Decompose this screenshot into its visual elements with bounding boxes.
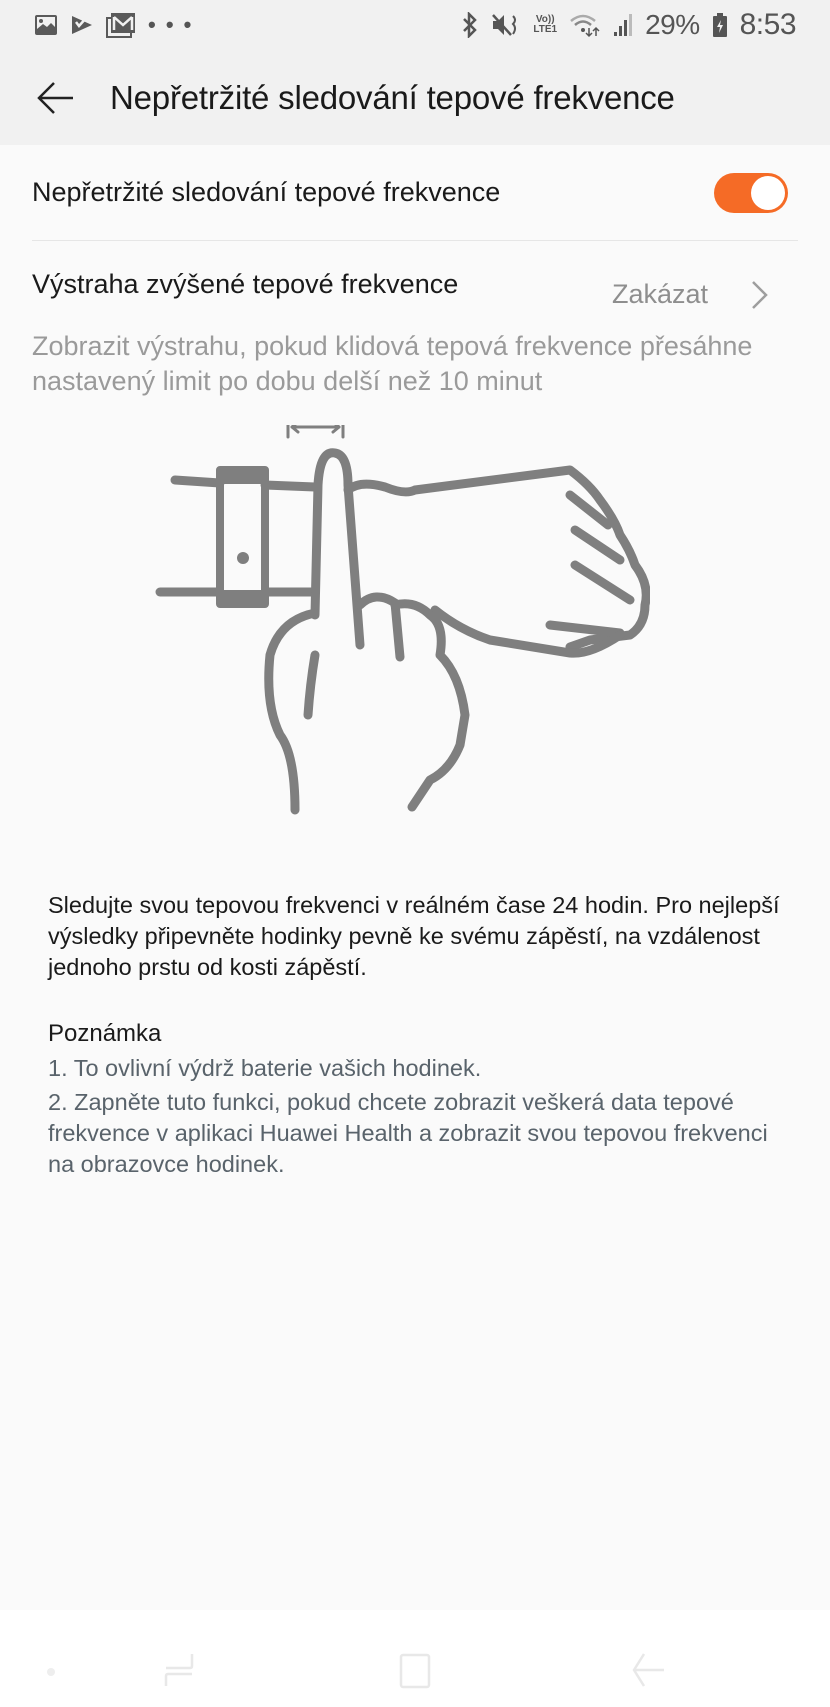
note-title: Poznámka [48, 1020, 162, 1047]
note-section [48, 1018, 788, 1180]
monitoring-info-text: Sledujte svou tepovou frekvenci v reálném čase 24 hodin. Pro nejlepší výsledky připevněte hodinky pevně ke svému zápěstí, na vzdálenost jednoho prstu od kosti zápěstí. [48, 892, 780, 980]
continuous-monitoring-toggle[interactable] [714, 173, 788, 213]
system-status-icons [461, 8, 796, 42]
gallery-icon [34, 13, 58, 37]
wrist-watch-placement-illustration [150, 425, 650, 825]
bluetooth-icon [461, 12, 479, 38]
status-bar [0, 0, 830, 50]
volte-icon: Vo)) LTE1 [533, 14, 558, 35]
gmail-icon [106, 12, 136, 38]
app-header [0, 50, 830, 145]
high-hr-alert-value: Zakázat [611, 279, 708, 309]
back-icon[interactable] [628, 1650, 668, 1690]
signal-icon [613, 12, 633, 38]
back-button[interactable] [26, 68, 86, 128]
chevron-right-icon [750, 279, 770, 311]
high-hr-alert-row[interactable] [32, 241, 798, 337]
recent-apps-icon[interactable] [160, 1650, 200, 1690]
continuous-monitoring-label: Nepřetržité sledování tepové frekvence [32, 177, 501, 207]
battery-percent: 29% [645, 9, 700, 40]
wifi-icon [569, 12, 601, 38]
hide-keyboard-icon[interactable] [44, 1665, 58, 1679]
more-notifications-icon: • • • [148, 12, 194, 37]
high-hr-alert-description: Zobrazit výstrahu, pokud klidová tepová frekvence přesáhne nastavený limit po dobu delší než 10 minut [32, 331, 753, 396]
note-item: 2. Zapněte tuto funkci, pokud chcete zobrazit veškerá data tepové frekvence v aplikaci Huawei Health a zobrazit svou tepovou frekvenci na obrazovce hodinek. [48, 1089, 768, 1177]
note-item: 1. To ovlivní výdrž baterie vašich hodinek. [48, 1055, 482, 1081]
toggle-knob [751, 176, 785, 210]
clock: 8:53 [739, 8, 796, 41]
settings-content [0, 145, 830, 399]
continuous-monitoring-row[interactable] [32, 145, 798, 241]
mute-icon [491, 12, 521, 38]
page-title: Nepřetržité sledování tepové frekvence [110, 78, 675, 116]
battery-charging-icon [712, 12, 728, 38]
tasks-icon [70, 13, 94, 37]
high-hr-alert-label: Výstraha zvýšené tepové frekvence [32, 269, 459, 299]
notification-icons [34, 12, 193, 38]
home-icon[interactable] [398, 1652, 432, 1690]
arrow-left-icon [36, 78, 76, 118]
system-navigation-bar [0, 1610, 830, 1707]
